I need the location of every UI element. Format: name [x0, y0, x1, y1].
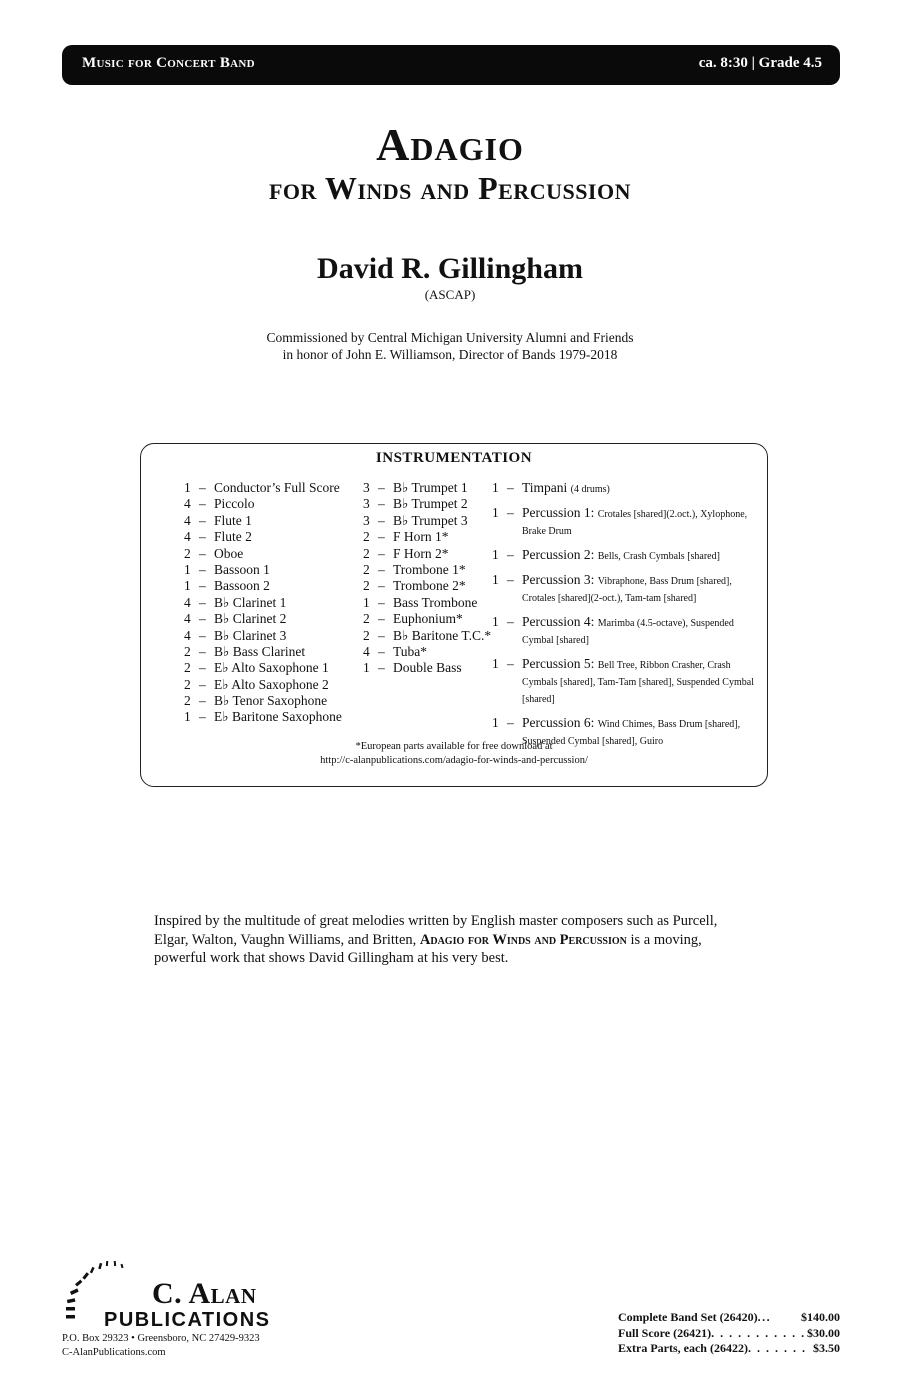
instrument-row: 2 – F Horn 1* [363, 529, 449, 545]
price-row: Complete Band Set (26420) ... $140.00 [618, 1310, 840, 1324]
percussion-row: 1 – Percussion 5: Bell Tree, Ribbon Crasher, Crash Cymbals [shared], Tam-Tam [shared], Suspended Cymbal [shared] [492, 656, 754, 705]
series-label: Music for Concert Band [82, 55, 255, 71]
publisher-name: C. Alan [152, 1277, 257, 1310]
instrument-row: 4 – B♭ Clarinet 2 [184, 611, 287, 627]
piece-subtitle: for Winds and Percussion [268, 170, 631, 206]
mailing-address: P.O. Box 29323 • Greensboro, NC 27429-9323 [62, 1333, 260, 1344]
percussion-row: 1 – Percussion 2: Bells, Crash Cymbals [shared] [492, 547, 720, 562]
instrument-row: 2 – E♭ Alto Saxophone 2 [184, 676, 329, 692]
instrument-row: 4 – B♭ Clarinet 1 [184, 594, 287, 610]
instrument-row: 2 – Euphonium* [363, 611, 463, 627]
instrument-row: 1 – Bass Trombone [363, 594, 478, 610]
instrument-row: 2 – Trombone 2* [363, 578, 466, 594]
instrument-row: 2 – Oboe [184, 545, 244, 561]
instrumentation-heading: INSTRUMENTATION [375, 450, 533, 466]
instrument-row: 4 – Flute 1 [184, 512, 252, 528]
instrument-row: 2 – B♭ Tenor Saxophone [184, 693, 328, 709]
instrument-column-percussion [492, 480, 757, 757]
publisher-sub: PUBLICATIONS [104, 1309, 271, 1331]
instrument-row: 1 – Bassoon 2 [184, 578, 270, 594]
percussion-row: 1 – Percussion 6: Wind Chimes, Bass Drum [shared], Suspended Cymbal [shared], Guiro [492, 715, 741, 747]
instrument-row: 2 – B♭ Bass Clarinet [184, 643, 306, 659]
title-reference: Adagio for Winds and Percussion [419, 931, 627, 948]
instrument-row: 3 – B♭ Trumpet 3 [363, 512, 468, 528]
instrument-row: 2 – E♭ Alto Saxophone 1 [184, 660, 329, 676]
instrument-row: 2 – Trombone 1* [363, 561, 466, 577]
duration-grade: ca. 8:30 | Grade 4.5 [698, 55, 822, 71]
instrumentation-box [140, 443, 768, 787]
publisher-website[interactable]: C-AlanPublications.com [62, 1347, 166, 1358]
percussion-row: 1 – Percussion 1: Crotales [shared](2.oct.), Xylophone, Brake Drum [492, 505, 748, 537]
instrument-row: 4 – B♭ Clarinet 3 [184, 627, 287, 643]
instrument-row: 1 – Double Bass [363, 660, 462, 676]
instrument-row: 4 – Piccolo [184, 496, 255, 512]
price-list [618, 1310, 840, 1357]
piece-title: Adagio [376, 119, 524, 170]
percussion-row: 1 – Timpani (4 drums) [492, 480, 610, 495]
instrument-row: 4 – Flute 2 [184, 529, 252, 545]
percussion-row: 1 – Percussion 3: Vibraphone, Bass Drum [shared], Crotales [shared](2-oct.), Tam-tam [shared] [492, 572, 732, 604]
commission-line-2: in honor of John E. Williamson, Director of Bands 1979-2018 [282, 347, 618, 362]
price-row: Full Score (26421) . . . . . . . . . . . $30.00 [618, 1325, 840, 1340]
instrument-row: 1 – E♭ Baritone Saxophone [184, 709, 342, 725]
instrument-row: 1 – Bassoon 1 [184, 561, 270, 577]
price-row: Extra Parts, each (26422) . . . . . . . $3.50 [618, 1341, 840, 1355]
instrument-row: 3 – B♭ Trumpet 1 [363, 480, 468, 495]
header-banner [62, 45, 840, 85]
percussion-row: 1 – Percussion 4: Marimba (4.5-octave), Suspended Cymbal [shared] [492, 614, 734, 646]
instrument-column-brass [363, 480, 491, 677]
instrument-column-woodwinds [184, 480, 359, 726]
publisher-address [62, 1332, 260, 1360]
download-url[interactable]: http://c-alanpublications.com/adagio-for-winds-and-percussion/ [320, 755, 588, 766]
instrument-row: 2 – F Horn 2* [363, 545, 449, 561]
publisher-logo [60, 1255, 290, 1335]
european-parts-note [141, 740, 767, 768]
footnote-text: *European parts available for free download at [355, 741, 553, 752]
instrument-row: 4 – Tuba* [363, 643, 428, 659]
commission-note [0, 329, 900, 363]
commission-line-1: Commissioned by Central Michigan University Alumni and Friends [266, 330, 634, 345]
instrument-row: 1 – Conductor’s Full Score [184, 480, 340, 495]
composer-name: David R. Gillingham [317, 252, 583, 285]
instrument-row: 3 – B♭ Trumpet 2 [363, 496, 468, 512]
program-note: Inspired by the multitude of great melodies written by English master composers such as Purcell, Elgar, Walton, Vaughn Williams, and Britten, Adagio for Winds and Percussion is a moving, powerful work that shows David Gillingham at his very best. [154, 913, 718, 966]
composer-affiliation: (ASCAP) [424, 287, 476, 302]
instrument-row: 2 – B♭ Baritone T.C.* [363, 627, 492, 643]
